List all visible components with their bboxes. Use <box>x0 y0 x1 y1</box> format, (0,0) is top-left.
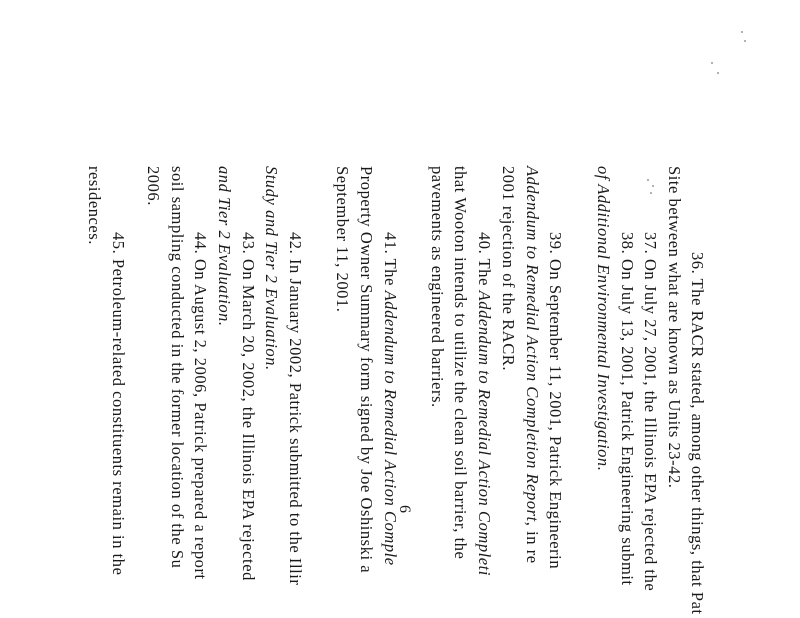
paragraph-39-line-2 <box>524 166 541 564</box>
paragraph-38-line-1: 38. On July 13, 2001, Patrick Engineering submit <box>618 232 637 586</box>
paragraph-42-line-2: Study and Tier 2 Evaluation. <box>262 166 281 371</box>
scan-speck <box>652 185 654 187</box>
paragraph-36-line-2: Site between what are known as Units 23-42. <box>665 166 684 489</box>
scan-speck <box>741 31 743 33</box>
italic-title: Addendum to Remedial Action Completion Report <box>523 166 542 522</box>
scan-speck <box>647 179 649 181</box>
paragraph-42-line-1: 42. In January 2002, Patrick submitted to the Illir <box>286 232 305 586</box>
scan-speck <box>711 62 713 64</box>
line-head: 40. The <box>475 232 494 291</box>
paragraph-36-line-1: 36. The RACR stated, among other things, that Pat <box>688 252 707 615</box>
paragraph-39-line-1: 39. On September 11, 2001, Patrick Engineerin <box>546 232 565 570</box>
paragraph-45-line-2: residences. <box>85 166 104 245</box>
paragraph-41-line-2: Property Owner Summary form signed by Joe Oshinski a <box>357 166 376 574</box>
paragraph-43-line-1: 43. On March 20, 2002, the Illinois EPA rejected <box>239 232 258 581</box>
paragraph-40-line-1 <box>476 232 493 576</box>
paragraph-41-line-1 <box>382 232 399 566</box>
paragraph-40-line-2: that Wooton intends to utilize the clean soil barrier, the <box>451 166 470 560</box>
paragraph-39-line-3: 2001 rejection of the RACR. <box>499 166 518 372</box>
paragraph-43-line-2: and Tier 2 Evaluation. <box>215 166 234 327</box>
scan-speck <box>744 40 746 42</box>
line-tail: , in re <box>523 521 542 564</box>
italic-title: Addendum to Remedial Action Comple <box>381 290 400 566</box>
paragraph-41-line-3: September 11, 2001. <box>333 166 352 313</box>
paragraph-44-line-2: soil sampling conducted in the former location of the Su <box>168 166 187 569</box>
paragraph-40-line-3: pavements as engineered barriers. <box>428 166 447 408</box>
line-head: 41. The <box>381 232 400 291</box>
paragraph-45-line-1: 45. Petroleum-related constituents remain in the <box>109 232 128 576</box>
scan-speck <box>650 192 652 194</box>
page-number: 6 <box>396 505 413 513</box>
paragraph-38-line-2: of Additional Environmental Investigation. <box>594 166 613 472</box>
paragraph-44-line-1: 44. On August 2, 2006, Patrick prepared a report <box>191 232 210 580</box>
italic-title: Addendum to Remedial Action Completi <box>475 290 494 576</box>
paragraph-44-line-3: 2006. <box>144 166 163 206</box>
paragraph-37-line-1: 37. On July 27, 2001, the Illinois EPA rejected the <box>641 232 660 592</box>
scan-speck <box>717 72 719 74</box>
